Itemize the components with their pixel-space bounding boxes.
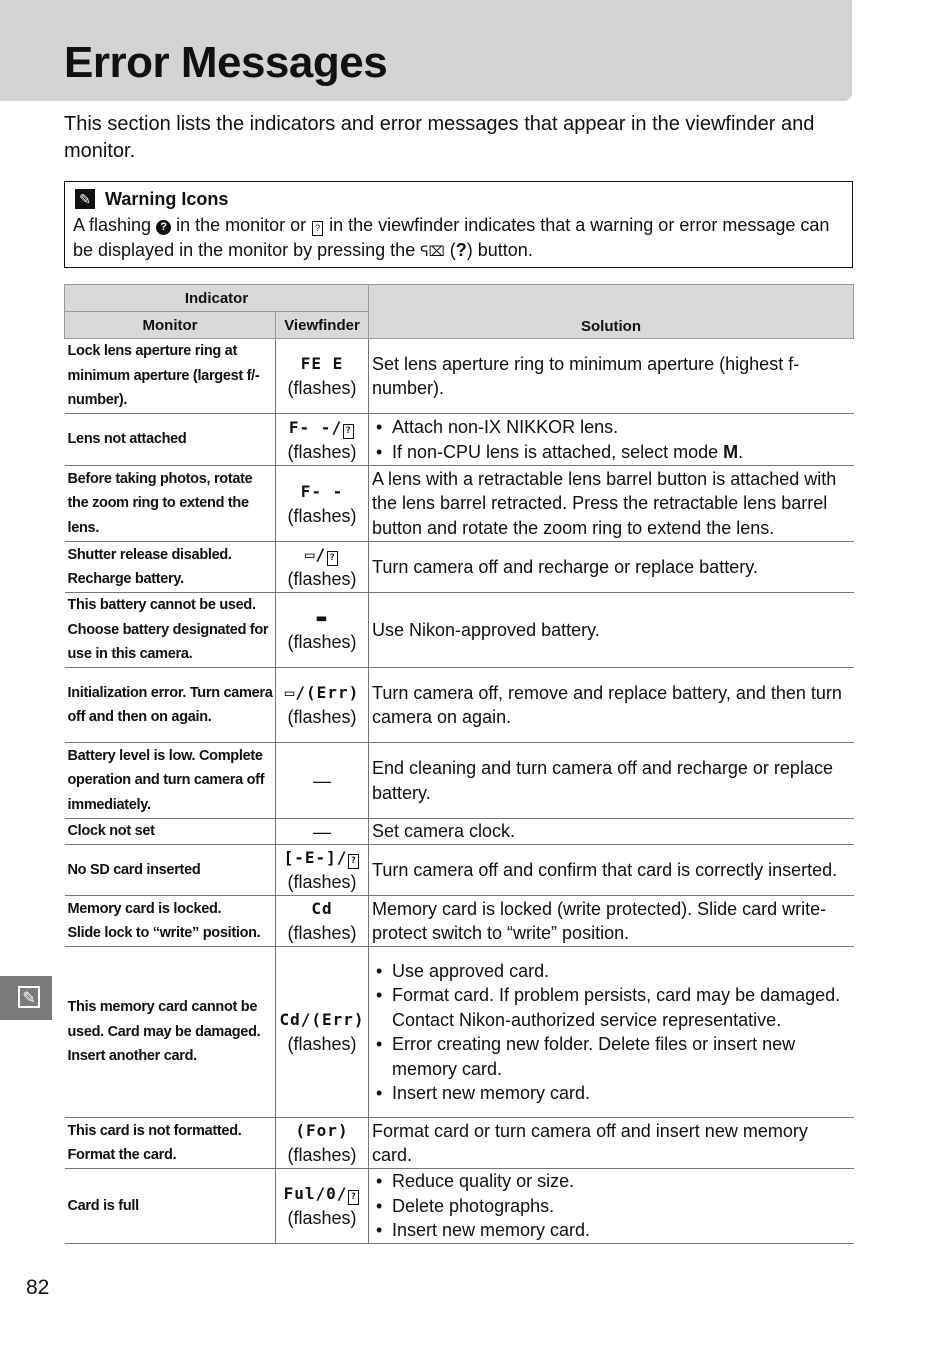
table-row: Shutter release disabled. Recharge battery. ▭/ ? (flashes) Turn camera off and recharge or replace battery. bbox=[65, 542, 854, 593]
list-item: • Error creating new folder. Delete files or insert new memory card. bbox=[372, 1032, 852, 1081]
header-solution: Solution bbox=[369, 285, 854, 339]
pencil-note-icon: ✎ bbox=[75, 189, 95, 209]
table-row: Initialization error. Turn camera off and then on again. ▭/(Err) (flashes) Turn camera off, remove and replace battery, and then turn camera on again. bbox=[65, 668, 854, 743]
table-row: This card is not formatted. Format the card. (For) (flashes) Format card or turn camera off and insert new memory card. bbox=[65, 1118, 854, 1169]
list-item: • Insert new memory card. bbox=[372, 1081, 852, 1106]
table-row: No SD card inserted [-E-]/ ? (flashes) Turn camera off and confirm that card is correctly inserted. bbox=[65, 845, 854, 896]
zoom-out-help-button-icon: ᕋ⌧ bbox=[420, 243, 445, 259]
intro-text: This section lists the indicators and error messages that appear in the viewfinder and monitor. bbox=[64, 113, 815, 162]
table-row: Memory card is locked. Slide lock to “write” position. Cd (flashes) Memory card is locked (write protected). Slide card write-protect switch to “write” position. bbox=[65, 896, 854, 947]
header-viewfinder: Viewfinder bbox=[276, 312, 369, 339]
question-circle-icon: ? bbox=[156, 220, 171, 235]
pencil-note-icon: ✎ bbox=[18, 986, 40, 1008]
header-monitor: Monitor bbox=[65, 312, 276, 339]
page-number: 82 bbox=[26, 1276, 50, 1299]
viewfinder-warning-icon: ? bbox=[348, 854, 359, 869]
warning-text: A flashing ? in the monitor or ? in the viewfinder indicates that a warning or error message can be displayed in the monitor by pressing the ᕋ⌧ (?) button. bbox=[73, 215, 830, 260]
list-item: • Attach non-IX NIKKOR lens. bbox=[372, 415, 852, 440]
battery-icon: ▬ bbox=[316, 608, 328, 627]
list-item: • Format card. If problem persists, card may be damaged. Contact Nikon-authorized service representative. bbox=[372, 983, 852, 1032]
table-row: This memory card cannot be used. Card may be damaged. Insert another card. Cd/(Err) (flashes) • Use approved card. • Format card. If problem persists, card may be damaged. Contact Nikon-authorized service representative. • Error creating new folder. Delete files or insert new memory card. • Insert new memory card. bbox=[65, 947, 854, 1118]
list-item: • Delete photographs. bbox=[372, 1194, 852, 1219]
viewfinder-warning-icon: ? bbox=[312, 221, 323, 236]
battery-icon: ▭/ bbox=[304, 545, 327, 564]
list-item: • Reduce quality or size. bbox=[372, 1169, 852, 1194]
warning-heading: Warning Icons bbox=[105, 188, 229, 209]
list-item: • Insert new memory card. bbox=[372, 1218, 852, 1243]
table-row: Card is full Ful/0/ ? (flashes) • Reduce quality or size. • Delete photographs. • Insert new memory card. bbox=[65, 1169, 854, 1244]
warning-box bbox=[64, 181, 853, 268]
table-row: Lock lens aperture ring at minimum aperture (largest f/-number). FE E (flashes) Set lens aperture ring to minimum aperture (highest f-number). bbox=[65, 339, 854, 414]
table-row: Clock not set — Set camera clock. bbox=[65, 819, 854, 845]
error-table bbox=[64, 284, 854, 1244]
viewfinder-warning-icon: ? bbox=[343, 424, 354, 439]
list-item: • If non-CPU lens is attached, select mode M. bbox=[372, 440, 852, 465]
table-row: Battery level is low. Complete operation and turn camera off immediately. — End cleaning and turn camera off and recharge or replace battery. bbox=[65, 743, 854, 819]
table-row: Before taking photos, rotate the zoom ring to extend the lens. F- - (flashes) A lens with a retractable lens barrel button is attached with the lens barrel retracted. Press the retractable lens barrel button and rotate the zoom ring to extend the lens. bbox=[65, 466, 854, 542]
header-indicator: Indicator bbox=[65, 285, 369, 312]
table-row: Lens not attached F- -/ ? (flashes) • Attach non-IX NIKKOR lens. • If non-CPU lens is attached, select mode M. bbox=[65, 414, 854, 466]
viewfinder-warning-icon: ? bbox=[348, 1190, 359, 1205]
viewfinder-warning-icon: ? bbox=[327, 551, 338, 566]
page-title: Error Messages bbox=[64, 38, 388, 87]
list-item: • Use approved card. bbox=[372, 959, 852, 984]
table-row: This battery cannot be used. Choose battery designated for use in this camera. ▬ (flashes) Use Nikon-approved battery. bbox=[65, 593, 854, 668]
section-side-tab[interactable] bbox=[0, 976, 52, 1020]
